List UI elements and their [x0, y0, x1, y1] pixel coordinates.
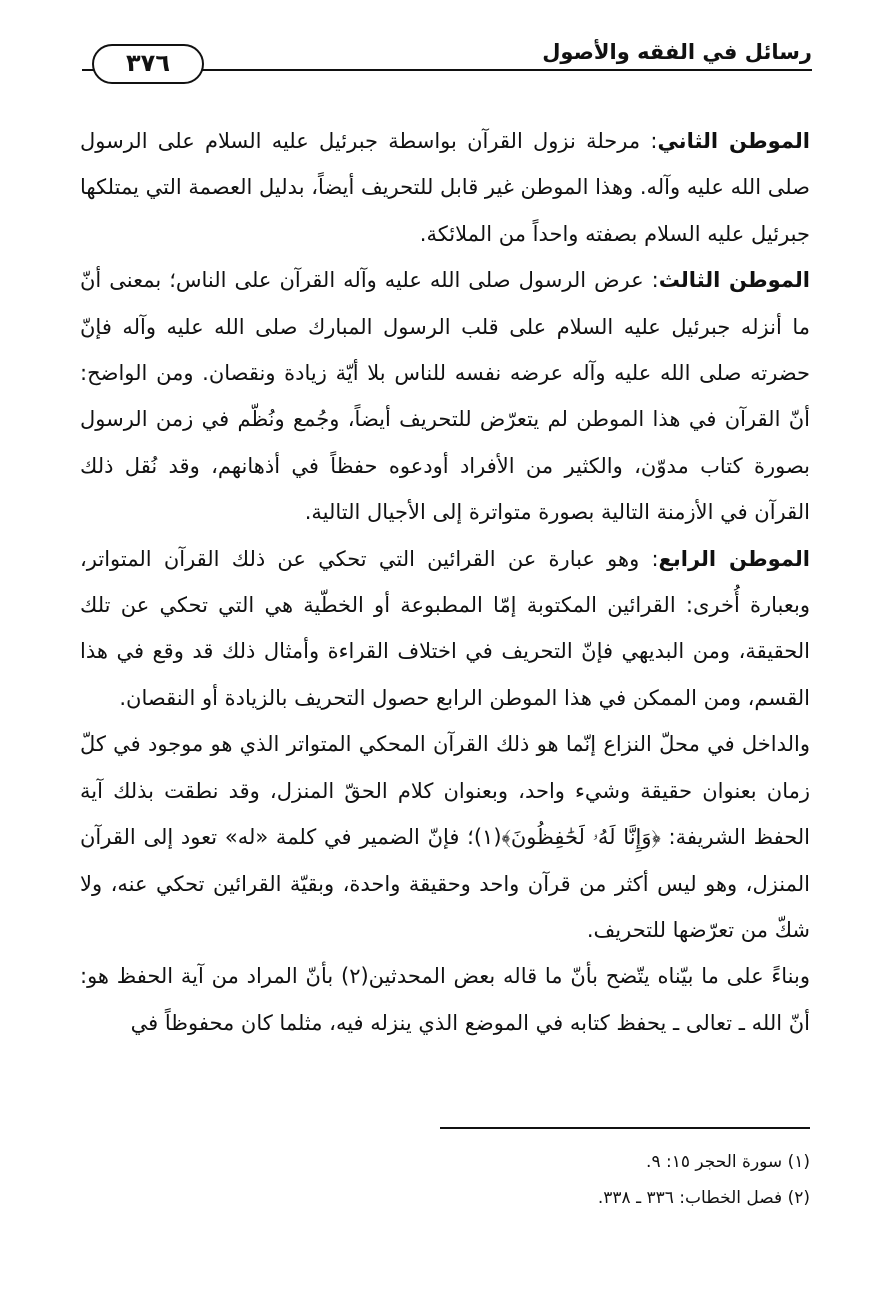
page-number: ٣٧٦ [92, 44, 204, 84]
footnote-1: (١) سورة الحجر ١٥: ٩. [646, 1152, 810, 1172]
paragraph-dispute-scope [80, 721, 810, 953]
paragraph-second-station [80, 118, 810, 257]
book-title: رسائل في الفقه والأصول [534, 40, 812, 64]
paragraph-text: : مرحلة نزول القرآن بواسطة جبرئيل عليه السلام على الرسول صلى الله عليه وآله. وهذا الموطن غير قابل للتحريف أيضاً، بدليل العصمة التي يمتلكها جبرئيل عليه السلام بصفته واحداً من الملائكة. [80, 129, 810, 246]
paragraph-third-station [80, 257, 810, 535]
footnotes [380, 1144, 810, 1216]
paragraph-text: والداخل في محلّ النزاع إنّما هو ذلك القرآن المحكي المتواتر الذي هو موجود في كلّ زمان بعنوان حقيقة وشيء واحد، وبعنوان كلام الحقّ المنزل، وقد نطقت بذلك آية الحفظ الشريفة: ﴿وَإِنَّا لَهُۥ لَحَٰفِظُونَ﴾(١)؛ فإنّ الضمير في كلمة «له» تعود إلى القرآن المنزل، وهو ليس أكثر من قرآن واحد وحقيقة واحدة، وبقيّة القرائين تحكي عنه، ولا شكّ من تعرّضها للتحريف. [80, 732, 810, 942]
paragraph-text: وبناءً على ما بيّناه يتّضح بأنّ ما قاله بعض المحدثين(٢) بأنّ المراد من آية الحفظ هو: أنّ الله ـ تعالى ـ يحفظ كتابه في الموضع الذي ينزله فيه، مثلما كان محفوظاً في [80, 964, 810, 1035]
paragraph-text: : عرض الرسول صلى الله عليه وآله القرآن على الناس؛ بمعنى أنّ ما أنزله جبرئيل عليه السلام على قلب الرسول المبارك صلى الله عليه وآله فإنّ حضرته صلى الله عليه وآله عرضه نفسه للناس بلا أيّة زيادة ونقصان. ومن الواضح: أنّ القرآن في هذا الموطن لم يتعرّض للتحريف أيضاً، وجُمع ونُظّم في زمن الرسول بصورة كتاب مدوّن، والكثير من الأفراد أودعوه حفظاً في أذهانهم، وقد نُقل ذلك القرآن في الأزمنة التالية بصورة متواترة إلى الأجيال التالية. [80, 268, 810, 525]
paragraph-text: : وهو عبارة عن القرائين التي تحكي عن ذلك القرآن المتواتر، وبعبارة أُخرى: القرائين المكتوبة إمّا المطبوعة أو الخطّية هي التي تحكي عن تلك الحقيقة، ومن البديهي فإنّ التحريف في اختلاف القراءة وأمثال ذلك قد وقع في هذا القسم، ومن الممكن في هذا الموطن الرابع حصول التحريف بالزيادة أو النقصان. [80, 546, 810, 710]
paragraph-fourth-station [80, 536, 810, 722]
body-text [80, 118, 810, 1046]
footnote-separator [440, 1127, 810, 1129]
paragraph-conclusion [80, 953, 810, 1046]
footnote-2: (٢) فصل الخطاب: ٣٣٦ ـ ٣٣٨. [597, 1188, 810, 1208]
running-header [82, 38, 812, 78]
paragraph-heading: الموطن الثاني [657, 129, 810, 153]
paragraph-heading: الموطن الرابع [658, 546, 810, 571]
paragraph-heading: الموطن الثالث [658, 268, 810, 293]
